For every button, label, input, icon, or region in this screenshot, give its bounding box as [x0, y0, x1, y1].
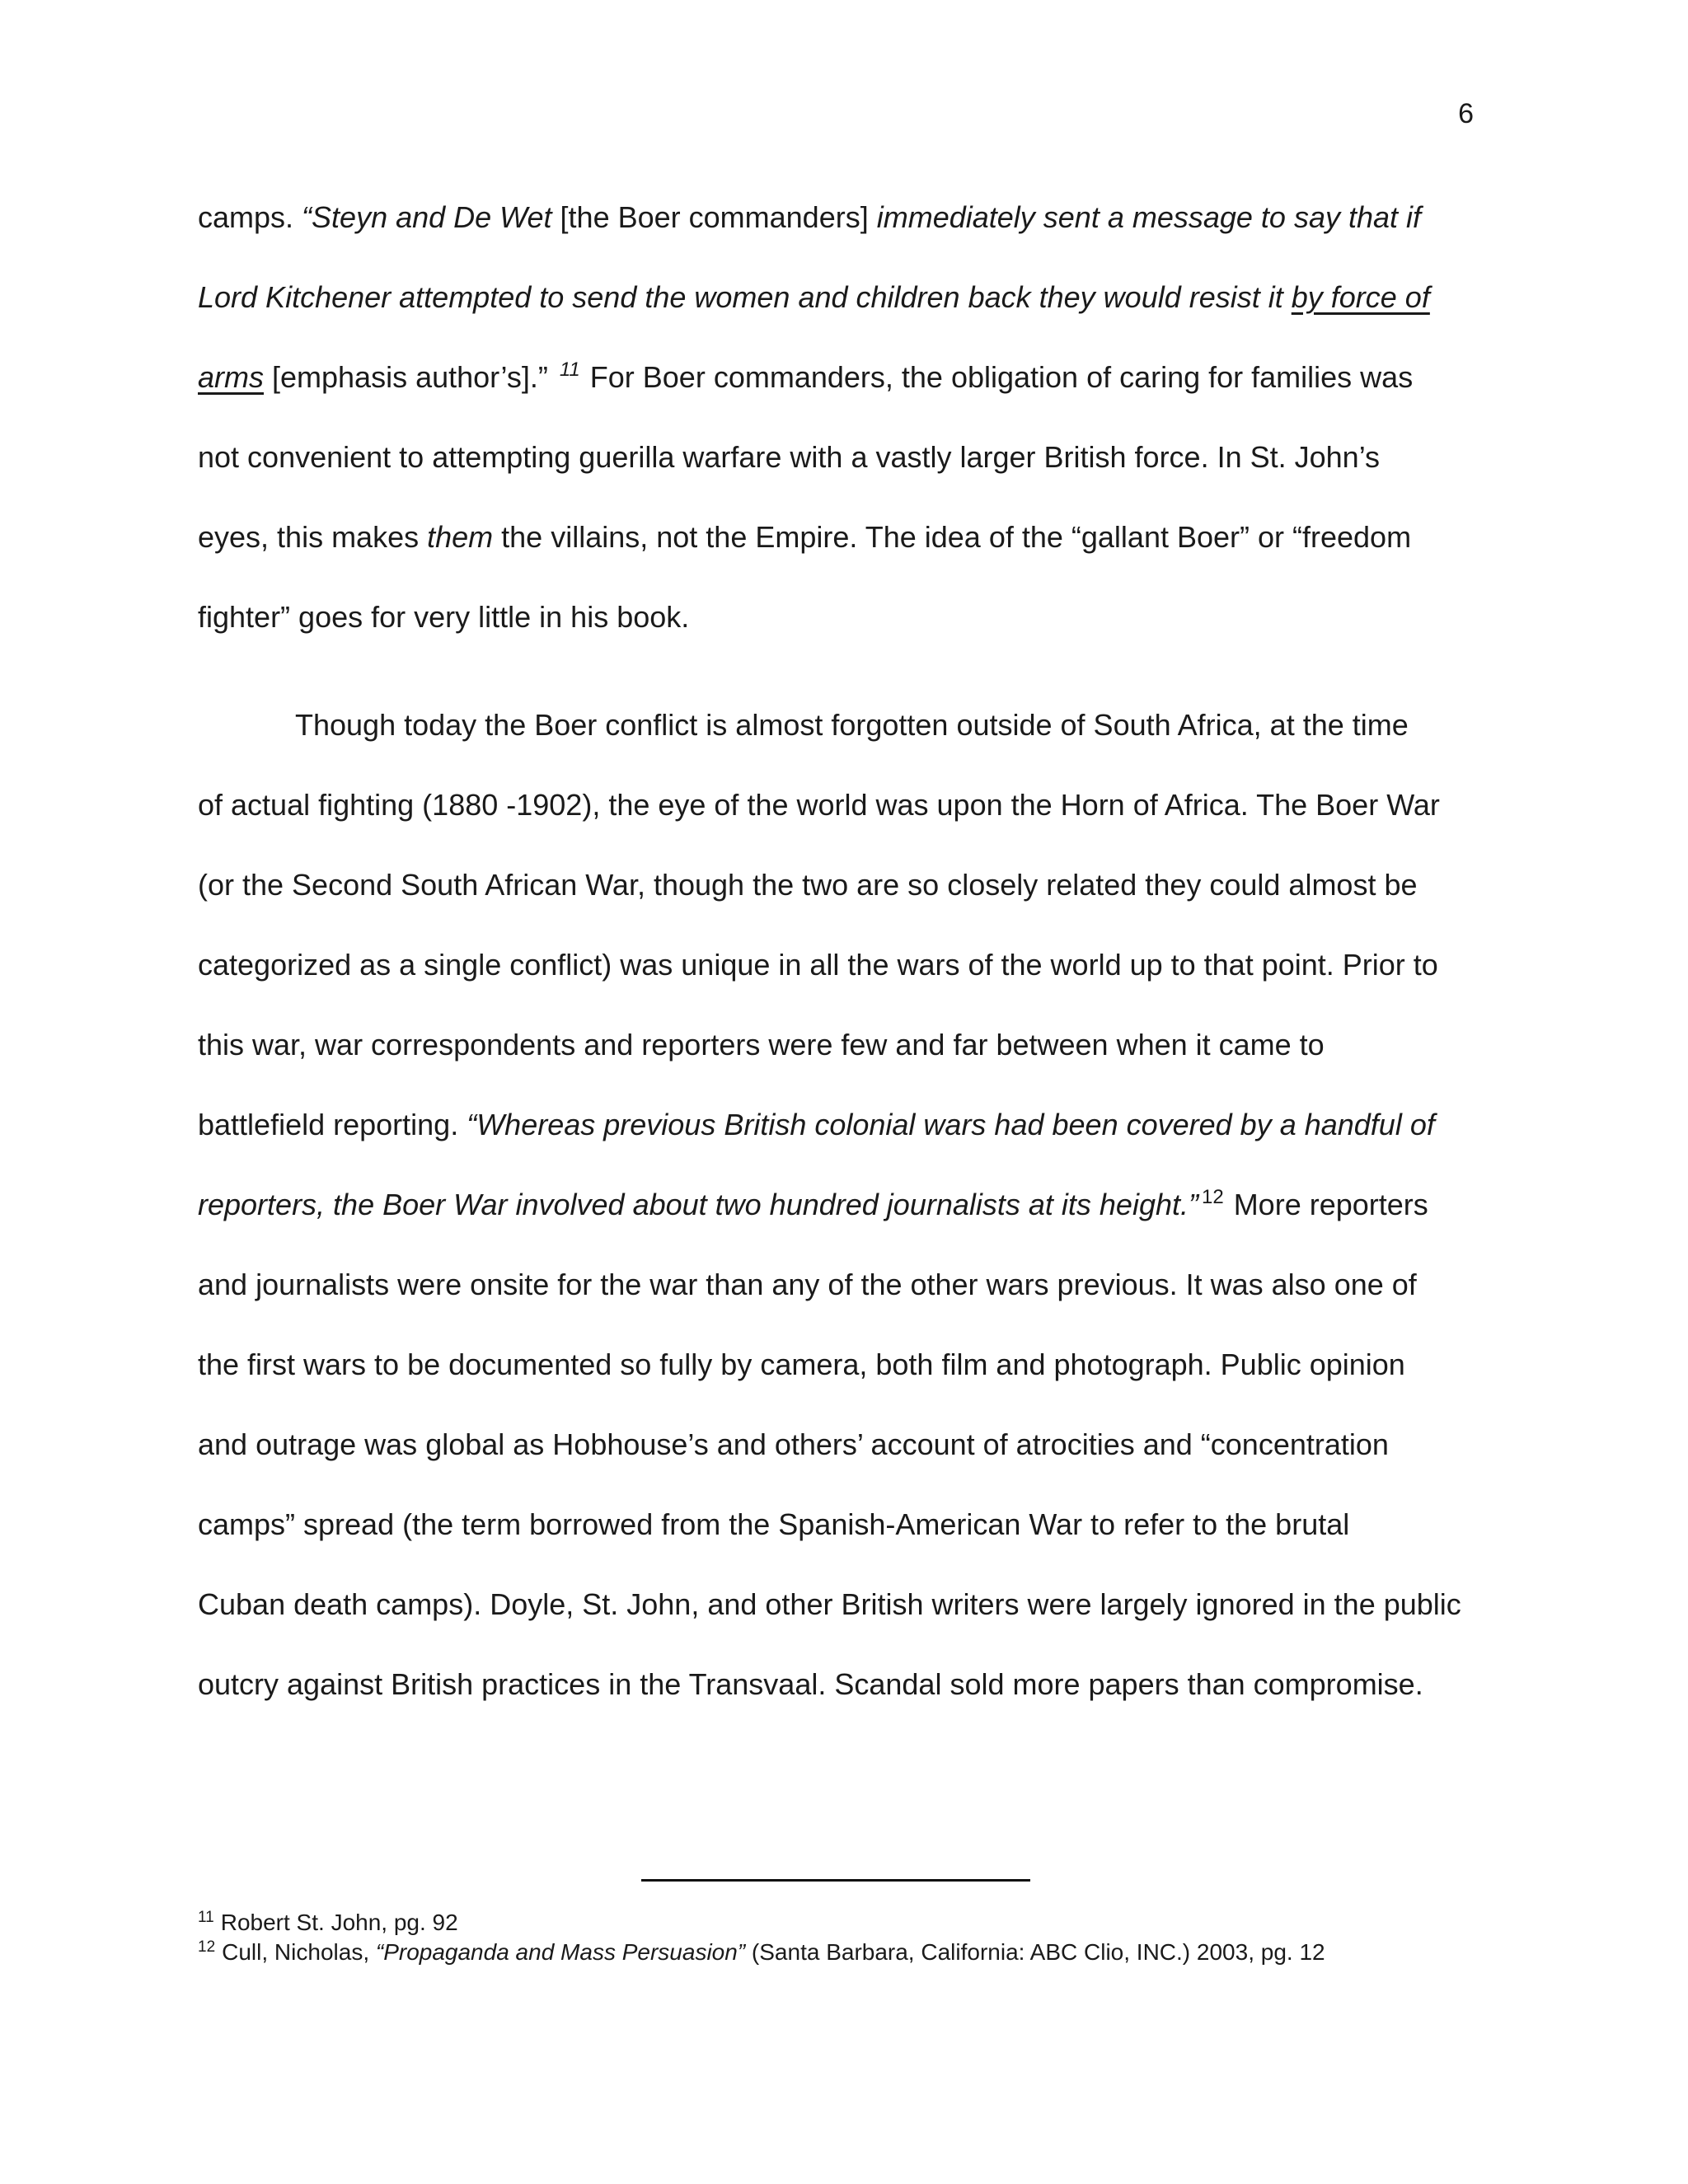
body-line: categorized as a single conflict) was unique in all the wars of the world up to that point. Prior to	[198, 948, 1438, 982]
text-run: eyes, this makes	[198, 520, 428, 554]
page-number: 6	[1458, 98, 1474, 129]
text-run: [the Boer commanders]	[551, 200, 877, 234]
quote-text: Lord Kitchener attempted to send the women and children back they would resist it	[198, 280, 1292, 314]
footnote-12	[198, 1938, 1325, 1970]
quote-text: “Steyn and De Wet	[302, 200, 552, 234]
footnote-11	[198, 1909, 458, 1940]
body-line: outcry against British practices in the Transvaal. Scandal sold more papers than compromise.	[198, 1667, 1423, 1701]
body-line	[198, 519, 1411, 555]
body-line: of actual fighting (1880 -1902), the eye of the world was upon the Horn of Africa. The Boer War	[198, 788, 1440, 822]
footnote-marker: 12	[1201, 1186, 1224, 1208]
body-line	[198, 279, 1430, 316]
body-line: fighter” goes for very little in his book.	[198, 600, 690, 634]
body-line: Though today the Boer conflict is almost forgotten outside of South Africa, at the time	[295, 708, 1409, 742]
text-run: battlefield reporting.	[198, 1108, 467, 1141]
footnote-text: (Santa Barbara, California: ABC Clio, INC.) 2003, pg. 12	[745, 1939, 1325, 1965]
body-line: (or the Second South African War, though the two are so closely related they could almost be	[198, 868, 1418, 902]
quote-text: reporters, the Boer War involved about two hundred journalists at its height.”	[198, 1188, 1198, 1221]
body-line	[198, 1187, 1428, 1227]
footnote-number: 12	[198, 1938, 216, 1956]
body-line	[198, 199, 1421, 236]
footnote-separator	[641, 1879, 1030, 1882]
quote-text: “Whereas previous British colonial wars had been covered by a handful of	[467, 1108, 1435, 1141]
text-run: [emphasis author’s].”	[264, 360, 556, 394]
footnote-text: Cull, Nicholas,	[222, 1939, 376, 1965]
body-line: Cuban death camps). Doyle, St. John, and other British writers were largely ignored in the public	[198, 1587, 1461, 1621]
body-line: this war, war correspondents and reporters were few and far between when it came to	[198, 1028, 1325, 1062]
footnote-title: “Propaganda and Mass Persuasion”	[375, 1939, 746, 1965]
body-line: not convenient to attempting guerilla warfare with a vastly larger British force. In St. John’s	[198, 440, 1381, 474]
text-run: For Boer commanders, the obligation of caring for families was	[581, 360, 1414, 394]
text-run: the villains, not the Empire. The idea of the “gallant Boer” or “freedom	[493, 520, 1412, 554]
emphasized-text: them	[427, 520, 494, 554]
quote-text: immediately sent a message to say that if	[876, 200, 1422, 234]
text-run: More reporters	[1225, 1188, 1428, 1221]
body-line: and journalists were onsite for the war than any of the other wars previous. It was also one of	[198, 1268, 1417, 1301]
emphasized-text: arms	[198, 360, 264, 394]
footnote-marker: 11	[559, 359, 580, 381]
body-line	[198, 1107, 1435, 1143]
body-line: camps” spread (the term borrowed from the Spanish-American War to refer to the brutal	[198, 1507, 1350, 1541]
footnote-number: 11	[198, 1909, 214, 1926]
text-run: camps.	[198, 200, 302, 234]
body-line: and outrage was global as Hobhouse’s and others’ account of atrocities and “concentration	[198, 1427, 1389, 1461]
emphasized-text: by force of	[1291, 280, 1430, 314]
body-line	[198, 359, 1413, 400]
body-line: the first wars to be documented so fully by camera, both film and photograph. Public opinion	[198, 1347, 1405, 1381]
footnote-text: Robert St. John, pg. 92	[220, 1910, 458, 1935]
